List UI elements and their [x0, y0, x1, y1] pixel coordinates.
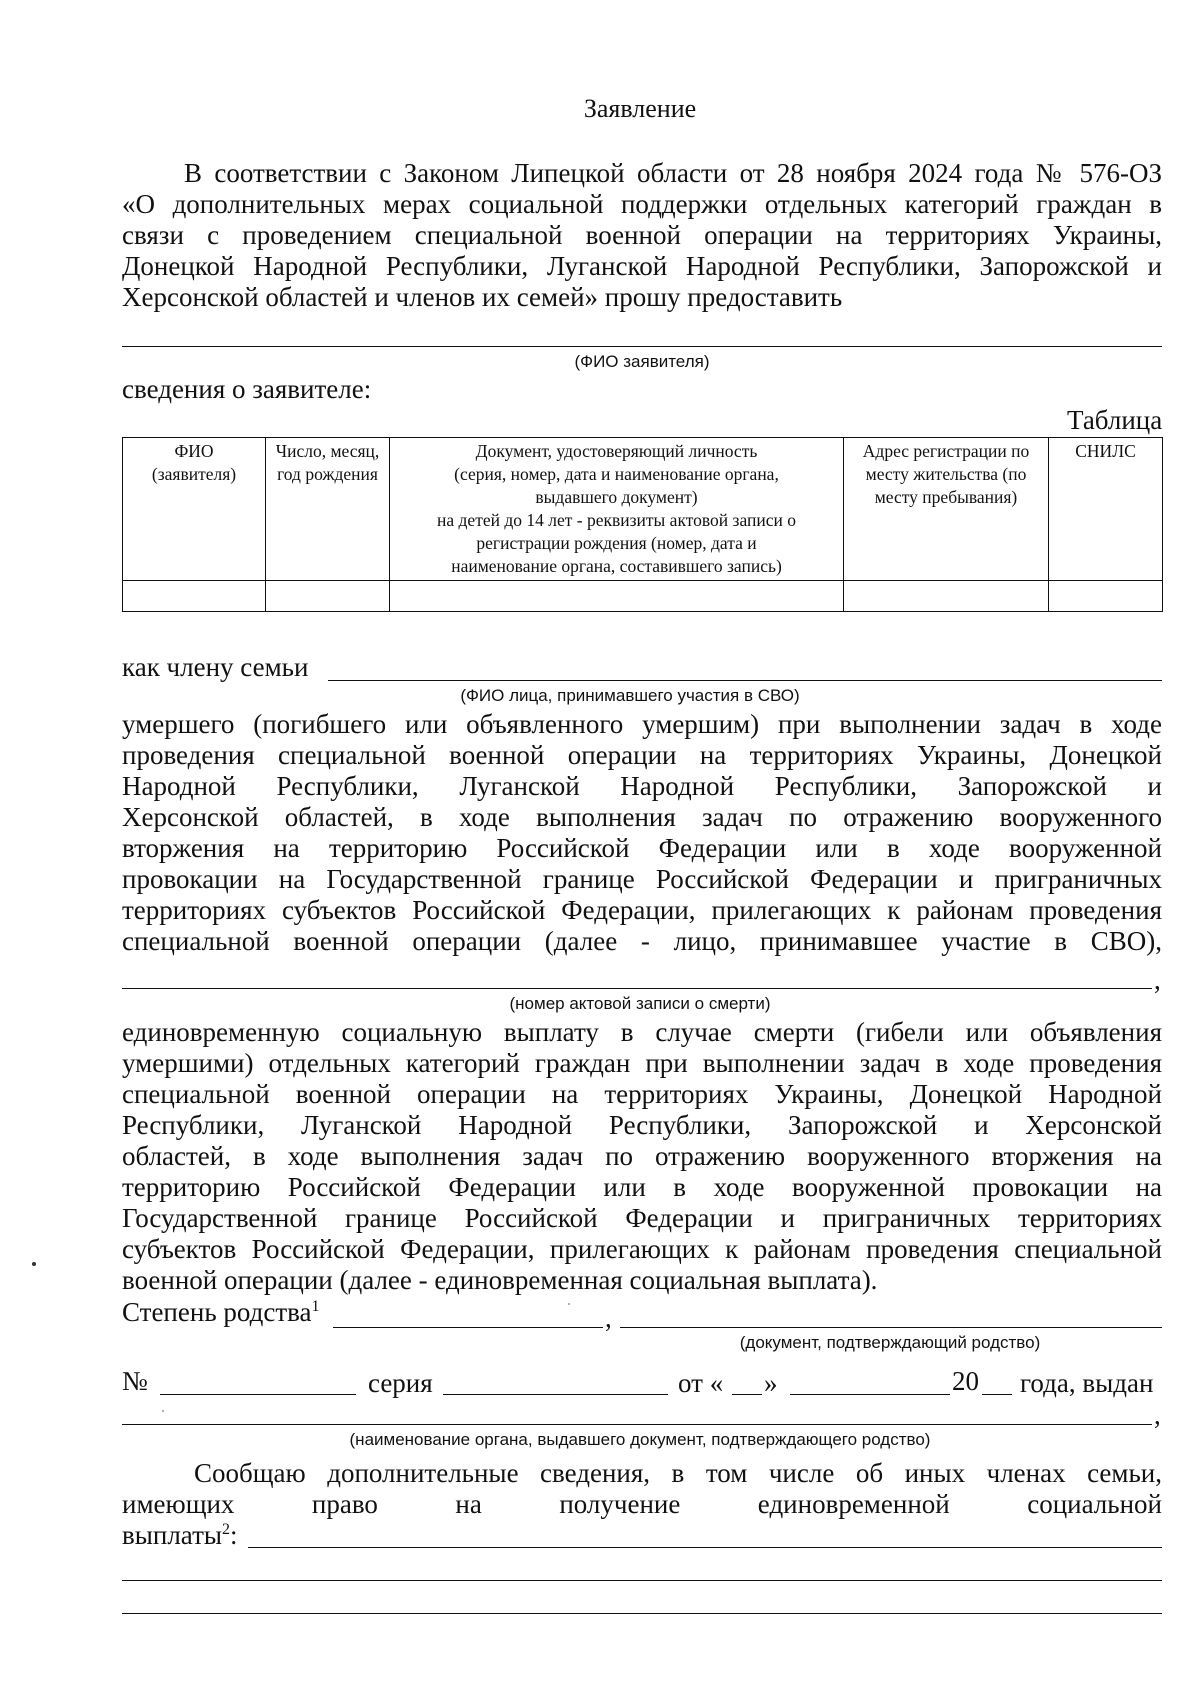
issuer-comma: , [1154, 1400, 1161, 1430]
kinship-document-line[interactable] [620, 1327, 1162, 1328]
kinship-label-wrap [122, 1297, 320, 1328]
doc-year-suffix: года, выдан [1020, 1368, 1154, 1398]
payment-line-1: единовременную социальную выплату в случае смерти (гибели или объявления [122, 1017, 1162, 1047]
header-fio: ФИО (заявителя) [123, 438, 266, 581]
doc-day-line[interactable] [732, 1394, 762, 1395]
kinship-document-caption: (документ, подтверждающий родство) [739, 1333, 1041, 1352]
header-identity-document: Документ, удостоверяющий личность (серия, номер, дата и наименование органа, выдавшего документ) на детей до 14 лет - реквизиты актовой записи о регистрации рождения (номер, дата и наименование органа, составившего запись) [390, 438, 844, 581]
table-row [123, 581, 1163, 612]
cell-address[interactable] [844, 581, 1049, 612]
payment-line-6: территорию Российской Федерации или в ходе вооруженной провокации на [122, 1172, 1162, 1202]
doc-year-line[interactable] [982, 1394, 1012, 1395]
deceased-line-6: провокации на Государственной границе Российской Федерации и приграничных [122, 864, 1162, 894]
payment-line-2: умершими) отдельных категорий граждан при выполнении задач в ходе проведения [122, 1048, 1162, 1078]
additional-info-line-2[interactable] [122, 1580, 1162, 1581]
deceased-line-8: специальной военной операции (далее - лицо, принимавшее участие в СВО), [122, 926, 1162, 956]
doc-number-label: № [122, 1366, 148, 1396]
additional-footnote-mark: 2 [222, 1521, 231, 1538]
kinship-label: Степень родства [122, 1297, 312, 1327]
death-record-line[interactable] [122, 988, 1152, 989]
intro-line-4: Донецкой Народной Республики, Луганской Народной Республики, Запорожской и [122, 251, 1162, 281]
applicant-name-line[interactable] [122, 346, 1162, 347]
intro-line-1: В соответствии с Законом Липецкой области от 28 ноября 2024 года № 576-ОЗ [184, 158, 1162, 188]
payment-line-8: субъектов Российской Федерации, прилегающих к районам проведения специальной [122, 1234, 1162, 1264]
cell-fio[interactable] [123, 581, 266, 612]
additional-line-2: имеющих право на получение единовременной социальной [122, 1489, 1162, 1519]
cell-identity-document[interactable] [390, 581, 844, 612]
additional-info-line-1[interactable] [248, 1547, 1162, 1548]
payment-line-9: военной операции (далее - единовременная социальная выплата). [122, 1265, 878, 1295]
deceased-line-7: территориях субъектов Российской Федерации, прилегающих к районам проведения [122, 895, 1162, 925]
kinship-comma: , [605, 1303, 612, 1333]
cell-birth-date[interactable] [266, 581, 390, 612]
deceased-line-1: умершего (погибшего или объявленного умершим) при выполнении задач в ходе [122, 709, 1162, 739]
additional-colon: : [230, 1520, 238, 1550]
additional-label: выплаты [122, 1520, 223, 1550]
doc-series-label: серия [368, 1368, 433, 1398]
additional-info-line-3[interactable] [122, 1613, 1162, 1614]
scan-speck [32, 1262, 36, 1266]
death-record-comma: , [1154, 965, 1161, 995]
cell-snils[interactable] [1049, 581, 1163, 612]
doc-date-from: от « [678, 1368, 724, 1398]
doc-year-prefix: 20 [952, 1366, 979, 1396]
issuer-caption: (наименование органа, выдавшего документ, подтверждающего родство) [349, 1430, 931, 1449]
additional-line-3 [122, 1520, 238, 1551]
family-member-caption: (ФИО лица, принимавшего участия в СВО) [460, 686, 800, 705]
death-record-caption: (номер актовой записи о смерти) [509, 994, 771, 1013]
intro-line-2: «О дополнительных мерах социальной поддержки отдельных категорий граждан в [122, 189, 1162, 219]
payment-line-7: Государственной границе Российской Федерации и приграничных территориях [122, 1203, 1162, 1233]
header-birth-date: Число, месяц, год рождения [266, 438, 390, 581]
payment-line-4: Республики, Луганской Народной Республики, Запорожской и Херсонской [122, 1110, 1162, 1140]
document-title: Заявление [583, 94, 697, 123]
additional-line-1: Сообщаю дополнительные сведения, в том числе об иных членах семьи, [194, 1458, 1162, 1488]
family-member-line[interactable] [328, 680, 1162, 681]
doc-number-line[interactable] [160, 1394, 356, 1395]
header-address: Адрес регистрации по месту жительства (по месту пребывания) [844, 438, 1049, 581]
deceased-line-2: проведения специальной военной операции на территориях Украины, Донецкой [122, 740, 1162, 770]
intro-line-3: связи с проведением специальной военной операции на территориях Украины, [122, 220, 1162, 250]
deceased-line-4: Херсонской областей, в ходе выполнения задач по отражению вооруженного [122, 802, 1162, 832]
doc-series-line[interactable] [443, 1394, 668, 1395]
kinship-degree-line[interactable] [333, 1327, 603, 1328]
payment-line-3: специальной военной операции на территориях Украины, Донецкой Народной [122, 1079, 1162, 1109]
payment-line-5: областей, в ходе выполнения задач по отражению вооруженного вторжения на [122, 1141, 1162, 1171]
header-snils: СНИЛС [1049, 438, 1163, 581]
applicant-name-caption: (ФИО заявителя) [574, 352, 710, 371]
applicant-info-label: сведения о заявителе: [122, 374, 372, 404]
deceased-line-3: Народной Республики, Луганской Народной Республики, Запорожской и [122, 771, 1162, 801]
scan-speck [568, 1303, 570, 1305]
kinship-footnote-mark: 1 [311, 1298, 320, 1315]
applicant-info-table [122, 437, 1163, 612]
table-header-row [123, 438, 1163, 581]
family-member-label: как члену семьи [122, 652, 309, 682]
doc-date-quote: » [764, 1368, 778, 1398]
scan-speck [162, 1410, 164, 1412]
issuer-line[interactable] [122, 1424, 1152, 1425]
doc-month-line[interactable] [790, 1394, 950, 1395]
intro-line-5: Херсонской областей и членов их семей» прошу предоставить [122, 282, 843, 312]
deceased-line-5: вторжения на территорию Российской Федерации или в ходе вооруженной [122, 833, 1162, 863]
table-label: Таблица [1067, 405, 1163, 435]
